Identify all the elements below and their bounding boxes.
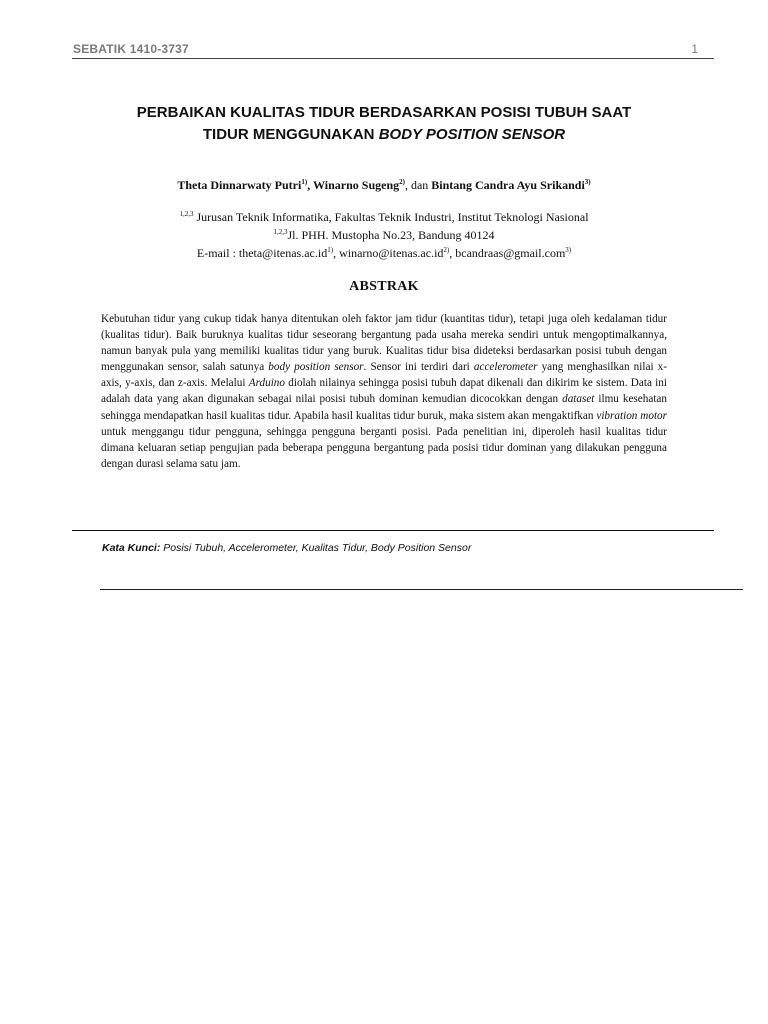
abstract-term-accelerometer: accelerometer bbox=[473, 361, 538, 374]
abstract-paragraph bbox=[101, 311, 667, 472]
affiliation-institution-text: Jurusan Teknik Informatika, Fakultas Teknik Industri, Institut Teknologi Nasional bbox=[193, 210, 589, 224]
keywords-bottom-rule bbox=[100, 589, 743, 590]
affiliation-address-text: Jl. PHH. Mustopha No.23, Bandung 40124 bbox=[287, 228, 495, 242]
keywords-text: Posisi Tubuh, Accelerometer, Kualitas Tidur, Body Position Sensor bbox=[160, 542, 472, 554]
author-3: Bintang Candra Ayu Srikandi bbox=[431, 178, 585, 192]
abstract-heading: ABSTRAK bbox=[349, 279, 419, 294]
abstract-text-4: diolah nilainya sehingga posisi tubuh dapat dikenali dan dikirim ke sistem. Data ini adalah data yang akan digunakan sebagai nilai posisi tubuh dominan kemudian dicocokkan dengan bbox=[101, 377, 667, 406]
affiliation-emails bbox=[100, 243, 668, 261]
abstract-text-5: ilmu kesehatan sehingga mendapatkan hasil kualitas tidur. Apabila hasil kualitas tidur buruk, maka sistem akan mengaktifkan bbox=[101, 393, 667, 422]
email-1-marker: 1) bbox=[327, 246, 334, 254]
abstract-term-arduino: Arduino bbox=[248, 377, 285, 390]
affiliation-block bbox=[100, 207, 668, 261]
author-3-affiliation: 3) bbox=[584, 178, 591, 186]
running-header bbox=[72, 40, 714, 59]
affiliation-institution-marker: 1,2,3 bbox=[179, 210, 194, 218]
email-2-marker: 2) bbox=[443, 246, 450, 254]
email-3: , bcandraas@gmail.com bbox=[449, 246, 566, 260]
abstract-term-dataset: dataset bbox=[562, 393, 595, 406]
page-number: 1 bbox=[691, 42, 698, 56]
keywords-top-rule bbox=[72, 530, 714, 531]
author-list bbox=[100, 178, 668, 193]
email-1: E-mail : theta@itenas.ac.id bbox=[196, 246, 328, 260]
abstract-text-2: . Sensor ini terdiri dari bbox=[363, 361, 474, 374]
affiliation-address-marker: 1,2,3 bbox=[273, 228, 288, 236]
title-line-2-text: TIDUR MENGGUNAKAN bbox=[202, 126, 379, 143]
paper-title bbox=[100, 102, 668, 146]
author-1-affiliation: 1) bbox=[301, 178, 308, 186]
abstract-text-1: Kebutuhan tidur yang cukup tidak hanya ditentukan oleh faktor jam tidur (kuantitas tidur), tetapi juga oleh kedalaman tidur (kualitas tidur). Baik buruknya kualitas tidur seseorang bergantung pada usaha mereka sendiri untuk mengoptimalkannya, namun banyak pula yang memiliki kualitas tidur yang buruk. Kualitas tidur bisa dideteksi berdasarkan posisi tubuh dengan menggunakan sensor, salah satunya bbox=[101, 313, 667, 374]
title-line-1: PERBAIKAN KUALITAS TIDUR BERDASARKAN POSISI TUBUH SAAT bbox=[136, 104, 632, 121]
author-separator-2: , dan bbox=[404, 178, 432, 192]
author-2: Winarno Sugeng bbox=[312, 178, 400, 192]
journal-name: SEBATIK 1410-3737 bbox=[73, 42, 189, 56]
abstract-term-vibration-motor: vibration motor bbox=[596, 409, 668, 422]
title-line-2 bbox=[100, 124, 668, 146]
title-line-2-italic: BODY POSITION SENSOR bbox=[378, 126, 566, 143]
abstract-term-body-position-sensor: body position sensor bbox=[268, 361, 364, 374]
affiliation-address bbox=[100, 225, 668, 243]
keywords-line bbox=[102, 542, 702, 554]
affiliation-institution bbox=[100, 207, 668, 225]
email-3-marker: 3) bbox=[565, 246, 572, 254]
abstract-text-3: yang menghasilkan nilai x- axis, y-axis, dan z-axis. Melalui bbox=[101, 361, 667, 390]
email-2: , winarno@itenas.ac.id bbox=[333, 246, 444, 260]
author-2-affiliation: 2) bbox=[399, 178, 405, 186]
author-1: Theta Dinnarwaty Putri bbox=[177, 178, 302, 192]
author-separator-1: , bbox=[307, 178, 313, 192]
abstract-text-6: untuk menggangu tidur pengguna, sehingga pengguna berganti posisi. Pada penelitian ini, diperoleh hasil kualitas tidur dimana keluaran setiap pengujian pada beberapa pengguna bergantung pada posisi tidur dominan yang dilakukan pengguna dengan durasi selama satu jam. bbox=[101, 425, 667, 470]
keywords-label: Kata Kunci: bbox=[102, 542, 161, 554]
